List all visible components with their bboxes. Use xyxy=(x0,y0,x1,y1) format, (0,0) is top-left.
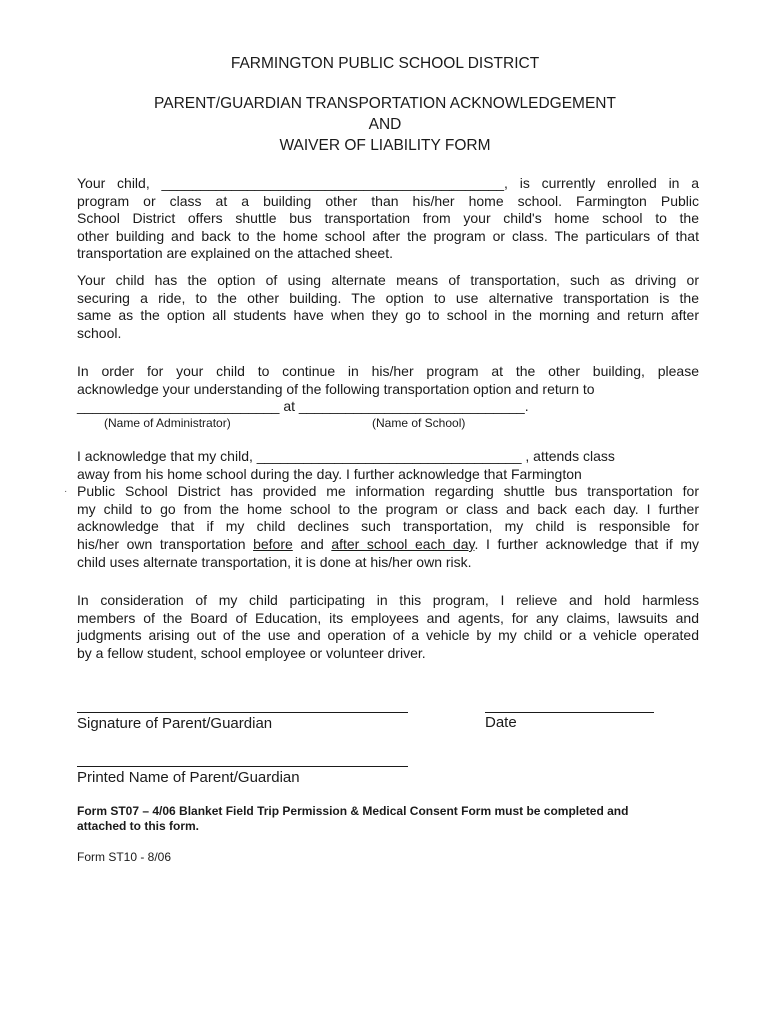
option-line: Your child has the option of using alternate means of transportation, such as driving or xyxy=(77,272,699,288)
ack-line: I acknowledge that my child, __________________________________ , attends class xyxy=(77,448,615,464)
form-title-line-3: WAIVER OF LIABILITY FORM xyxy=(279,137,491,154)
intro-line: Your child, ____________________________________________, is currently enrolled in a xyxy=(77,175,699,191)
ack-line: child uses alternate transportation, it is done at his/her own risk. xyxy=(77,553,472,570)
intro-paragraph xyxy=(77,175,699,263)
printed-name-label: Printed Name of Parent/Guardian xyxy=(77,769,300,786)
school-caption: (Name of School) xyxy=(372,416,466,430)
ack-line: Public School District has provided me information regarding shuttle bus transportation for xyxy=(77,483,699,500)
form-note xyxy=(77,804,717,834)
ack-line: my child to go from the home school to the program or class and back each day. I further xyxy=(77,500,699,517)
ack-line-underlined: his/her own transportation before and after school each day. I further acknowledge that if my xyxy=(77,535,699,552)
district-title: FARMINGTON PUBLIC SCHOOL DISTRICT xyxy=(230,55,540,72)
ack-line: acknowledge that if my child declines such transportation, my child is responsible for xyxy=(77,518,699,535)
signature-label: Signature of Parent/Guardian xyxy=(77,715,273,732)
administrator-caption: (Name of Administrator) xyxy=(104,416,231,430)
consideration-paragraph xyxy=(77,592,699,662)
ack-line: away from his home school during the day. I further acknowledge that Farmington xyxy=(77,465,582,482)
option-line: securing a ride, to the other building. The option to use alternative transportation is the xyxy=(77,289,699,306)
printed-name-line[interactable] xyxy=(77,766,408,767)
form-title-line-1: PARENT/GUARDIAN TRANSPORTATION ACKNOWLEDGEMENT xyxy=(154,95,616,112)
option-line: same as the option all students have when they go to school in the morning and return after xyxy=(77,307,699,324)
form-number: Form ST10 - 8/06 xyxy=(77,850,172,864)
request-line: acknowledge your understanding of the following transportation option and return to xyxy=(77,380,595,397)
acknowledgement-paragraph xyxy=(77,448,699,571)
form-note-line: attached to this form. xyxy=(77,819,200,833)
intro-line: other building and back to the home school after the program or class. The particulars of that xyxy=(77,227,699,244)
date-line[interactable] xyxy=(485,712,654,713)
option-line: school. xyxy=(77,324,122,341)
margin-mark: · xyxy=(64,486,68,497)
consideration-line: by a fellow student, school employee or volunteer driver. xyxy=(77,644,426,661)
signature-line[interactable] xyxy=(77,712,408,713)
form-note-line: Form ST07 – 4/06 Blanket Field Trip Permission & Medical Consent Form must be completed and xyxy=(77,804,629,818)
request-line: In order for your child to continue in his/her program at the other building, please xyxy=(77,363,699,379)
request-blank-line: __________________________ at _____________________________. xyxy=(77,398,529,415)
consideration-line: In consideration of my child participating in this program, I relieve and hold harmless xyxy=(77,592,699,608)
acknowledge-request-paragraph xyxy=(77,363,699,416)
intro-line: program or class at a building other than his/her home school. Farmington Public xyxy=(77,192,699,209)
underlined-before: before xyxy=(253,535,293,552)
date-label: Date xyxy=(485,714,517,731)
consideration-line: members of the Board of Education, its employees and agents, for any claims, lawsuits and xyxy=(77,609,699,626)
form-title-line-2: AND xyxy=(368,116,402,133)
intro-line: School District offers shuttle bus transportation from your child's home school to the xyxy=(77,210,699,227)
consideration-line: judgments arising out of the use and operation of a vehicle by my child or a vehicle operated xyxy=(77,627,699,644)
underlined-after-school: after school each day xyxy=(331,535,475,552)
intro-line: transportation are explained on the attached sheet. xyxy=(77,245,393,262)
option-paragraph xyxy=(77,272,699,342)
